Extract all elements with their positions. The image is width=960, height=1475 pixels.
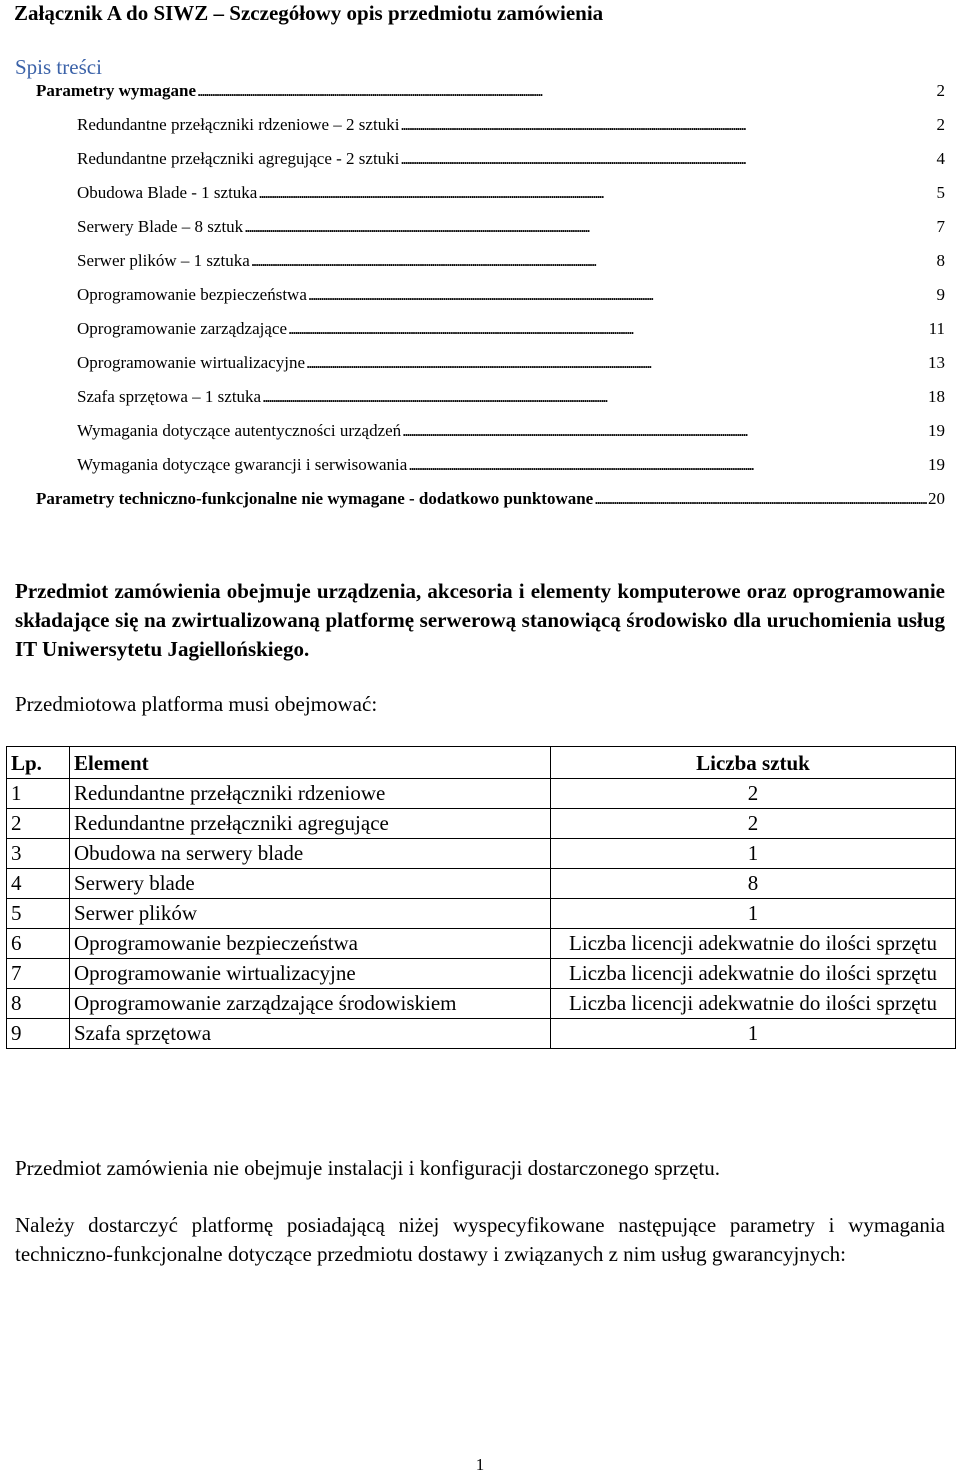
- toc-entry[interactable]: [36, 79, 945, 103]
- cell-element: Redundantne przełączniki rdzeniowe: [70, 779, 551, 809]
- cell-quantity: 1: [551, 1019, 956, 1049]
- toc-leader-dots: [594, 487, 927, 511]
- toc-entry-page: 9: [936, 285, 945, 304]
- cell-quantity: Liczba licencji adekwatnie do ilości sprzętu: [551, 989, 956, 1019]
- toc-entry-text: Oprogramowanie bezpieczeństwa: [77, 285, 307, 304]
- toc-entry-page: 4: [936, 149, 945, 168]
- cell-element: Oprogramowanie bezpieczeństwa: [70, 929, 551, 959]
- toc-entry[interactable]: [77, 453, 945, 477]
- toc-leader-dots: [197, 79, 935, 103]
- toc-entry-page: 7: [936, 217, 945, 236]
- toc-leader-dots: [408, 453, 927, 477]
- toc-entry-text: Serwery Blade – 8 sztuk: [77, 217, 244, 236]
- toc-leader-dots: [288, 317, 928, 341]
- toc-leader-dots: [308, 283, 936, 307]
- cell-lp: 3: [7, 839, 70, 869]
- toc-entry-page: 18: [928, 387, 945, 406]
- delivery-requirements: Należy dostarczyć platformę posiadającą niżej wyspecyfikowane następujące parametry i wymagania techniczno-funkcjonalne dotyczące przedmiotu dostawy i związanych z nim usług gwarancyjnych:: [15, 1213, 945, 1266]
- table-row: [7, 809, 956, 839]
- toc-entry-page: 20: [928, 489, 945, 508]
- toc-entry[interactable]: [36, 487, 945, 511]
- toc-entry-text: Serwer plików – 1 sztuka: [77, 251, 250, 270]
- toc-entry[interactable]: [77, 113, 945, 137]
- toc-leader-dots: [244, 215, 935, 239]
- toc-entry-text: Szafa sprzętowa – 1 sztuka: [77, 387, 262, 406]
- installation-note: Przedmiot zamówienia nie obejmuje instalacji i konfiguracji dostarczonego sprzętu.: [15, 1156, 721, 1180]
- cell-quantity: Liczba licencji adekwatnie do ilości sprzętu: [551, 959, 956, 989]
- toc-entry-page: 19: [928, 455, 945, 474]
- toc-entry-text: Redundantne przełączniki rdzeniowe – 2 sztuki: [77, 115, 400, 134]
- toc-entry-page: 8: [936, 251, 945, 270]
- toc-entry-page: 2: [936, 81, 945, 100]
- toc-leader-dots: [400, 147, 935, 171]
- toc-entry-text: Oprogramowanie zarządzające: [77, 319, 288, 338]
- cell-lp: 5: [7, 899, 70, 929]
- toc-entry[interactable]: [77, 419, 945, 443]
- cell-lp: 1: [7, 779, 70, 809]
- toc-entry[interactable]: [77, 317, 945, 341]
- cell-element: Serwery blade: [70, 869, 551, 899]
- cell-element: Oprogramowanie wirtualizacyjne: [70, 959, 551, 989]
- cell-element: Szafa sprzętowa: [70, 1019, 551, 1049]
- toc-entry[interactable]: [77, 283, 945, 307]
- toc-heading: Spis treści: [15, 55, 102, 79]
- toc-entry-text: Oprogramowanie wirtualizacyjne: [77, 353, 305, 372]
- toc-entry[interactable]: [77, 147, 945, 171]
- table-row: [7, 869, 956, 899]
- table-row: [7, 839, 956, 869]
- cell-quantity: 2: [551, 779, 956, 809]
- table-header-row: [7, 747, 956, 779]
- table-row: [7, 959, 956, 989]
- cell-quantity: Liczba licencji adekwatnie do ilości sprzętu: [551, 929, 956, 959]
- toc-entry[interactable]: [77, 181, 945, 205]
- toc-leader-dots: [262, 385, 927, 409]
- cell-lp: 4: [7, 869, 70, 899]
- cell-element: Redundantne przełączniki agregujące: [70, 809, 551, 839]
- toc-entry-text: Obudowa Blade - 1 sztuka: [77, 183, 258, 202]
- cell-element: Obudowa na serwery blade: [70, 839, 551, 869]
- toc-entry-text: Redundantne przełączniki agregujące - 2 sztuki: [77, 149, 400, 168]
- toc-entry[interactable]: [77, 351, 945, 375]
- toc-entry-text: Parametry techniczno-funkcjonalne nie wymagane - dodatkowo punktowane: [36, 489, 594, 508]
- intro-paragraph: Przedmiot zamówienia obejmuje urządzenia, akcesoria i elementy komputerowe oraz oprogramowanie składające się na zwirtualizowaną platformę serwerową stanowiącą środowisko dla uruchomienia usług IT Uniwersytetu Jagiellońskiego.: [15, 579, 945, 661]
- toc-entry-text: Wymagania dotyczące gwarancji i serwisowania: [77, 455, 408, 474]
- cell-lp: 2: [7, 809, 70, 839]
- toc-entry-page: 13: [928, 353, 945, 372]
- header-element: Element: [70, 747, 551, 779]
- table-row: [7, 929, 956, 959]
- header-lp: Lp.: [7, 747, 70, 779]
- cell-quantity: 2: [551, 809, 956, 839]
- toc-entry-text: Parametry wymagane: [36, 81, 197, 100]
- toc-entry-page: 19: [928, 421, 945, 440]
- platform-intro: Przedmiotowa platforma musi obejmować:: [15, 692, 378, 716]
- cell-quantity: 1: [551, 899, 956, 929]
- toc-entry-text: Wymagania dotyczące autentyczności urządzeń: [77, 421, 402, 440]
- table-row: [7, 1019, 956, 1049]
- items-table: [6, 746, 956, 1049]
- toc-entry[interactable]: [77, 385, 945, 409]
- toc-leader-dots: [258, 181, 935, 205]
- toc-leader-dots: [402, 419, 927, 443]
- toc-leader-dots: [400, 113, 935, 137]
- cell-lp: 6: [7, 929, 70, 959]
- table-row: [7, 989, 956, 1019]
- toc-leader-dots: [306, 351, 927, 375]
- toc-entry-page: 5: [936, 183, 945, 202]
- table-row: [7, 899, 956, 929]
- page-number: 1: [475, 1455, 485, 1474]
- toc-leader-dots: [251, 249, 936, 273]
- cell-quantity: 1: [551, 839, 956, 869]
- toc-entry[interactable]: [77, 249, 945, 273]
- table-row: [7, 779, 956, 809]
- cell-quantity: 8: [551, 869, 956, 899]
- toc-entry[interactable]: [77, 215, 945, 239]
- toc-entry-page: 2: [936, 115, 945, 134]
- cell-lp: 7: [7, 959, 70, 989]
- page-title: Załącznik A do SIWZ – Szczegółowy opis przedmiotu zamówienia: [14, 1, 604, 25]
- cell-element: Serwer plików: [70, 899, 551, 929]
- cell-lp: 9: [7, 1019, 70, 1049]
- toc-entry-page: 11: [928, 319, 945, 338]
- cell-element: Oprogramowanie zarządzające środowiskiem: [70, 989, 551, 1019]
- cell-lp: 8: [7, 989, 70, 1019]
- header-quantity: Liczba sztuk: [551, 747, 956, 779]
